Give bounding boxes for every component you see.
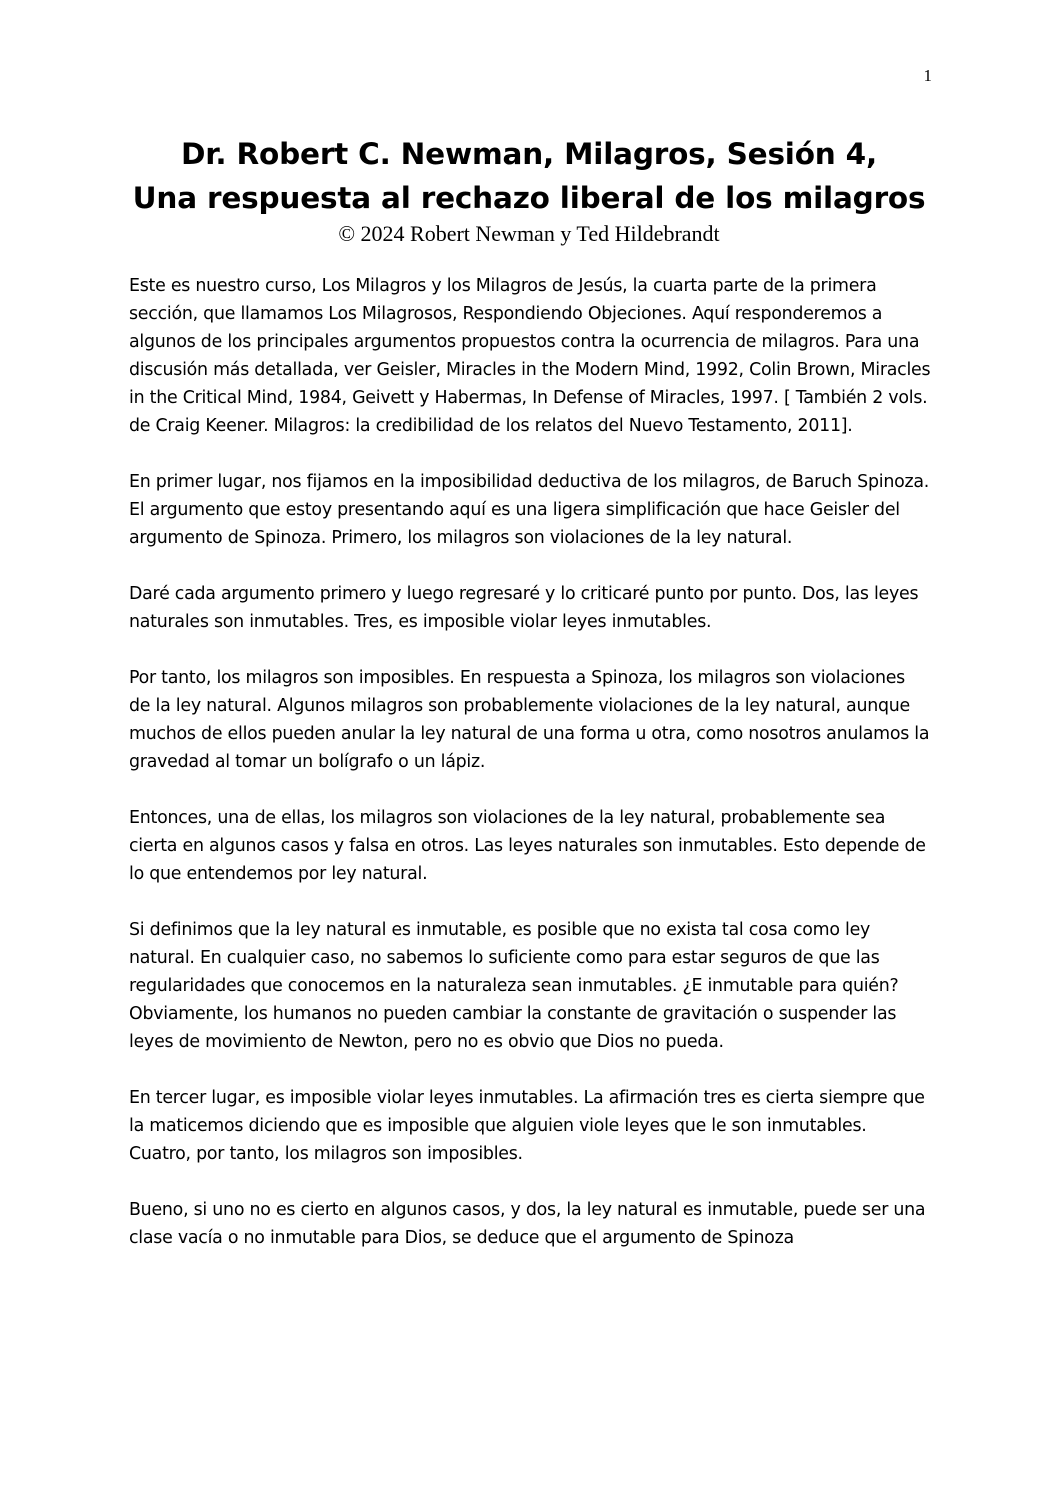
paragraph-1: Este es nuestro curso, Los Milagros y los Milagros de Jesús, la cuarta parte de la primera sección, que llamamos Los Milagrosos, Respondiendo Objeciones. Aquí responderemos a algunos de los principales argumentos propuestos contra la ocurrencia de milagros. Para una discusión más detallada, ver Geisler, Miracles in the Modern Mind, 1992, Colin Brown, Miracles in the Critical Mind, 1984, Geivett y Habermas, In Defense of Miracles, 1997. [ También 2 vols. de Craig Keener. Milagros: la credibilidad de los relatos del Nuevo Testamento, 2011]. [129,276,931,436]
paragraph-7: En tercer lugar, es imposible violar leyes inmutables. La afirmación tres es cierta siempre que la maticemos diciendo que es imposible que alguien viole leyes que le son inmutables. Cuatro, por tanto, los milagros son imposibles. [129,1088,925,1164]
paragraph-4: Por tanto, los milagros son imposibles. En respuesta a Spinoza, los milagros son violaciones de la ley natural. Algunos milagros son probablemente violaciones de la ley natural, aunque muchos de ellos pueden anular la ley natural de una forma u otra, como nosotros anulamos la gravedad al tomar un bolígrafo o un lápiz. [129,668,930,772]
page-number: 1 [923,66,932,85]
paragraph-6: Si definimos que la ley natural es inmutable, es posible que no exista tal cosa como ley natural. En cualquier caso, no sabemos lo suficiente como para estar seguros de que las regularidades que conocemos en la naturaleza sean inmutables. ¿E inmutable para quién? Obviamente, los humanos no pueden cambiar la constante de gravitación o suspender las leyes de movimiento de Newton, pero no es obvio que Dios no pueda. [129,920,899,1052]
document-body [129,272,931,1280]
copyright-line: © 2024 Robert Newman y Ted Hildebrandt [338,221,720,246]
title-block [0,132,1058,248]
document-title-line-2: Una respuesta al rechazo liberal de los milagros [132,181,926,215]
paragraph-3: Daré cada argumento primero y luego regresaré y lo criticaré punto por punto. Dos, las leyes naturales son inmutables. Tres, es imposible violar leyes inmutables. [129,584,919,632]
document-title-line-1: Dr. Robert C. Newman, Milagros, Sesión 4, [181,137,877,171]
paragraph-8: Bueno, si uno no es cierto en algunos casos, y dos, la ley natural es inmutable, puede ser una clase vacía o no inmutable para Dios, se deduce que el argumento de Spinoza [129,1200,926,1248]
paragraph-2: En primer lugar, nos fijamos en la imposibilidad deductiva de los milagros, de Baruch Spinoza. El argumento que estoy presentando aquí es una ligera simplificación que hace Geisler del argumento de Spinoza. Primero, los milagros son violaciones de la ley natural. [129,472,930,548]
paragraph-5: Entonces, una de ellas, los milagros son violaciones de la ley natural, probablemente sea cierta en algunos casos y falsa en otros. Las leyes naturales son inmutables. Esto depende de lo que entendemos por ley natural. [129,808,926,884]
